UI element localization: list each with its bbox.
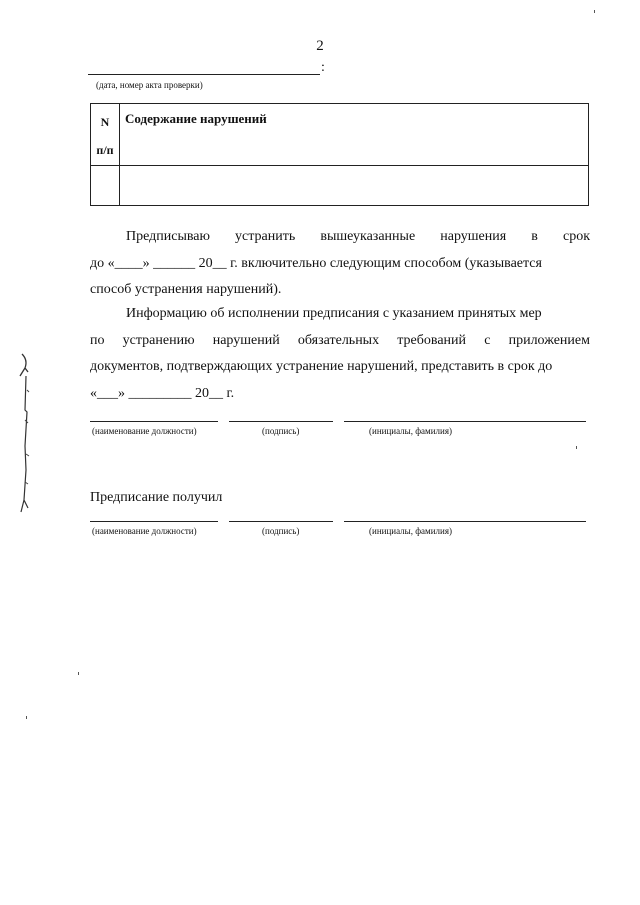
table-row (91, 166, 589, 206)
position-line (90, 421, 218, 422)
header-number-cell (91, 104, 120, 166)
information-line-3: документов, подтверждающих устранение нарушений, представить в срок до (90, 359, 553, 374)
header-content-cell: Содержание нарушений (120, 104, 589, 166)
signature-line (229, 521, 333, 522)
name-line (344, 521, 586, 522)
scan-speck (78, 672, 79, 675)
word: нарушения (440, 229, 507, 244)
signature-line (229, 421, 333, 422)
violations-table (90, 103, 589, 206)
signature-block-inspector (90, 421, 590, 443)
position-caption: (наименование должности) (92, 526, 197, 536)
header-number-label: N (100, 115, 110, 129)
act-colon: : (321, 60, 325, 75)
word: требований (397, 332, 467, 348)
scan-speck (26, 716, 27, 719)
name-caption: (инициалы, фамилия) (369, 426, 452, 436)
information-paragraph (90, 301, 590, 407)
word: обязательных (297, 332, 380, 348)
word: нарушений (212, 332, 280, 348)
information-line-4: «___» _________ 20__ г. (90, 385, 235, 401)
position-line (90, 521, 218, 522)
word: устранению (122, 332, 195, 348)
name-line (344, 421, 586, 422)
signature-block-recipient (90, 521, 590, 543)
position-caption: (наименование должности) (92, 426, 197, 436)
prescription-paragraph (90, 224, 590, 304)
signature-caption: (подпись) (262, 426, 300, 436)
received-label: Предписание получил (90, 490, 223, 505)
word: вышеуказанные (320, 229, 416, 244)
row-content-cell (120, 166, 589, 206)
word: Предписываю (126, 229, 210, 244)
scan-speck (576, 446, 577, 449)
prescription-line-3: способ устранения нарушений). (90, 282, 282, 297)
prescription-line-2: до «____» ______ 20__ г. включительно следующим способом (указывается (90, 255, 542, 271)
information-line-1: Информацию об исполнении предписания с указанием принятых мер (126, 306, 542, 321)
scan-speck (594, 10, 595, 13)
act-caption: (дата, номер акта проверки) (96, 80, 203, 90)
binding-stitch-mark (16, 350, 42, 520)
information-line-2 (90, 328, 590, 355)
prescription-line-1 (90, 224, 590, 251)
signature-caption: (подпись) (262, 526, 300, 536)
name-caption: (инициалы, фамилия) (369, 526, 452, 536)
word: по (90, 332, 105, 348)
row-number-cell (91, 166, 120, 206)
word: срок (562, 229, 590, 244)
page-number: 2 (316, 38, 324, 54)
word: приложением (508, 332, 590, 348)
word: с (484, 332, 491, 348)
word: в (531, 229, 538, 244)
table-header-row (91, 104, 589, 166)
word: устранить (235, 229, 296, 244)
header-number-sublabel: п/п (96, 143, 114, 157)
act-date-number-line (88, 74, 320, 75)
